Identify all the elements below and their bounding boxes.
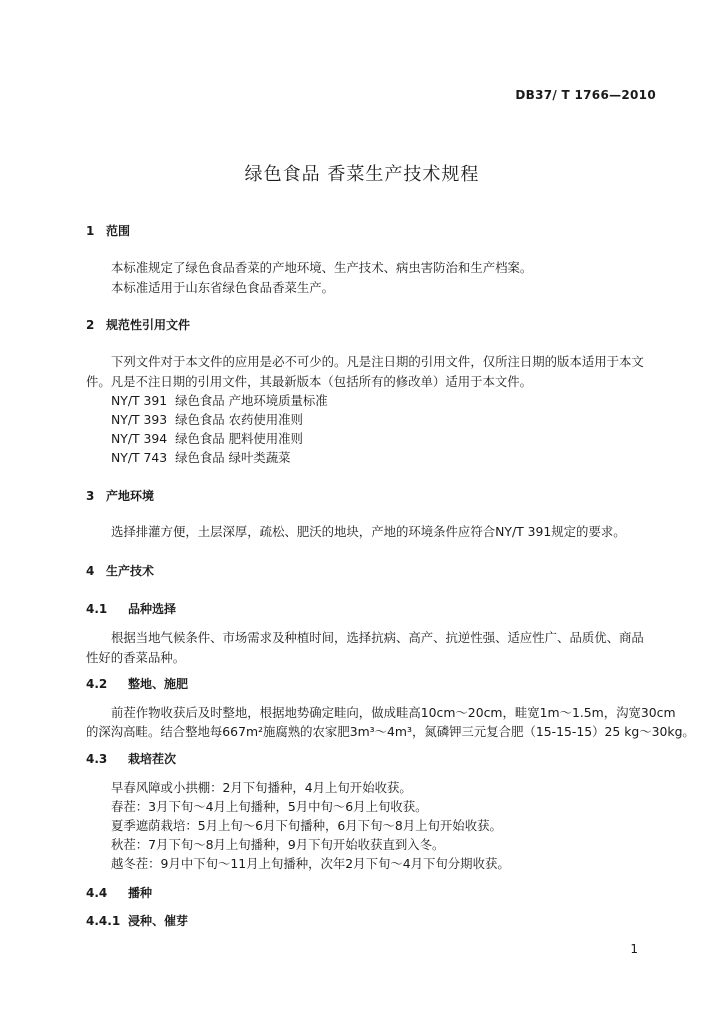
section-number: 4 [86,564,95,578]
paragraph-line: 下列文件对于本文件的应用是必不可少的。凡是注日期的引用文件，仅所注日期的版本适用于本文 [111,354,644,369]
subsection-number: 4.2 [86,677,108,691]
paragraph-line: 根据当地气候条件、市场需求及种植时间，选择抗病、高产、抗逆性强、适应性广、品质优、商品 [111,630,644,645]
section-heading-2 [86,316,190,333]
schedule-item: 越冬茬：9月中下旬～11月上旬播种，次年2月下旬～4月下旬分期收获。 [111,856,510,871]
reference-item [111,429,303,447]
section-heading-1 [86,222,130,239]
section-number: 1 [86,224,95,238]
paragraph: 选择排灌方便，土层深厚，疏松、肥沃的地块，产地的环境条件应符合NY/T 391规定的要求。 [111,524,626,539]
reference-name: 绿色食品 农药使用准则 [175,412,303,427]
reference-code: NY/T 393 [111,412,168,427]
reference-code: NY/T 391 [111,393,168,408]
subsection-title: 品种选择 [128,602,177,616]
schedule-item: 早春风障或小拱棚：2月下旬播种，4月上旬开始收获。 [111,780,412,795]
reference-name: 绿色食品 绿叶类蔬菜 [175,450,291,465]
schedule-item: 春茬：3月下旬～4月上旬播种，5月中旬～6月上旬收获。 [111,799,428,814]
section-title: 范围 [106,224,131,238]
subsection-heading-4-4-1 [86,912,188,929]
reference-code: NY/T 743 [111,450,168,465]
paragraph-line: 件。凡是不注日期的引用文件，其最新版本（包括所有的修改单）适用于本文件。 [86,374,533,389]
subsection-title: 播种 [128,886,153,900]
subsection-heading-4-4 [86,884,152,901]
section-number: 3 [86,489,95,503]
subsection-title: 浸种、催芽 [128,914,189,928]
section-heading-4 [86,562,154,579]
section-number: 2 [86,318,95,332]
reference-item [111,391,328,409]
schedule-item: 夏季遮荫栽培：5月上旬～6月下旬播种，6月下旬～8月上旬开始收获。 [111,818,502,833]
reference-code: NY/T 394 [111,431,168,446]
paragraph-line: 前茬作物收获后及时整地，根据地势确定畦向，做成畦高10cm～20cm，畦宽1m～1.5m，沟宽30cm [111,705,676,720]
subsection-title: 整地、施肥 [128,677,189,691]
reference-name: 绿色食品 产地环境质量标准 [175,393,328,408]
subsection-heading-4-3 [86,750,176,767]
subsection-number: 4.3 [86,752,108,766]
section-heading-3 [86,487,154,504]
section-title: 生产技术 [106,564,155,578]
schedule-item: 秋茬：7月下旬～8月上旬播种，9月下旬开始收获直到入冬。 [111,837,445,852]
subsection-number: 4.1 [86,602,108,616]
reference-item [111,410,303,428]
subsection-heading-4-1 [86,600,176,617]
paragraph-line: 性好的香菜品种。 [86,650,186,665]
paragraph-line: 的深沟高畦。结合整地每667m²施腐熟的农家肥3m³～4m³，氮磷钾三元复合肥（15-15-15）25 kg～30kg。 [86,724,695,739]
subsection-number: 4.4 [86,886,108,900]
paragraph: 本标准规定了绿色食品香菜的产地环境、生产技术、病虫害防治和生产档案。 [111,260,533,275]
reference-item [111,448,291,466]
subsection-heading-4-2 [86,675,188,692]
page-number: 1 [630,942,638,956]
subsection-number: 4.4.1 [86,914,121,928]
section-title: 规范性引用文件 [106,318,191,332]
document-title: 绿色食品 香菜生产技术规程 [244,164,480,185]
reference-name: 绿色食品 肥料使用准则 [175,431,303,446]
document-code: DB37/ T 1766—2010 [515,88,656,102]
section-title: 产地环境 [106,489,155,503]
subsection-title: 栽培茬次 [128,752,177,766]
paragraph: 本标准适用于山东省绿色食品香菜生产。 [111,280,335,295]
